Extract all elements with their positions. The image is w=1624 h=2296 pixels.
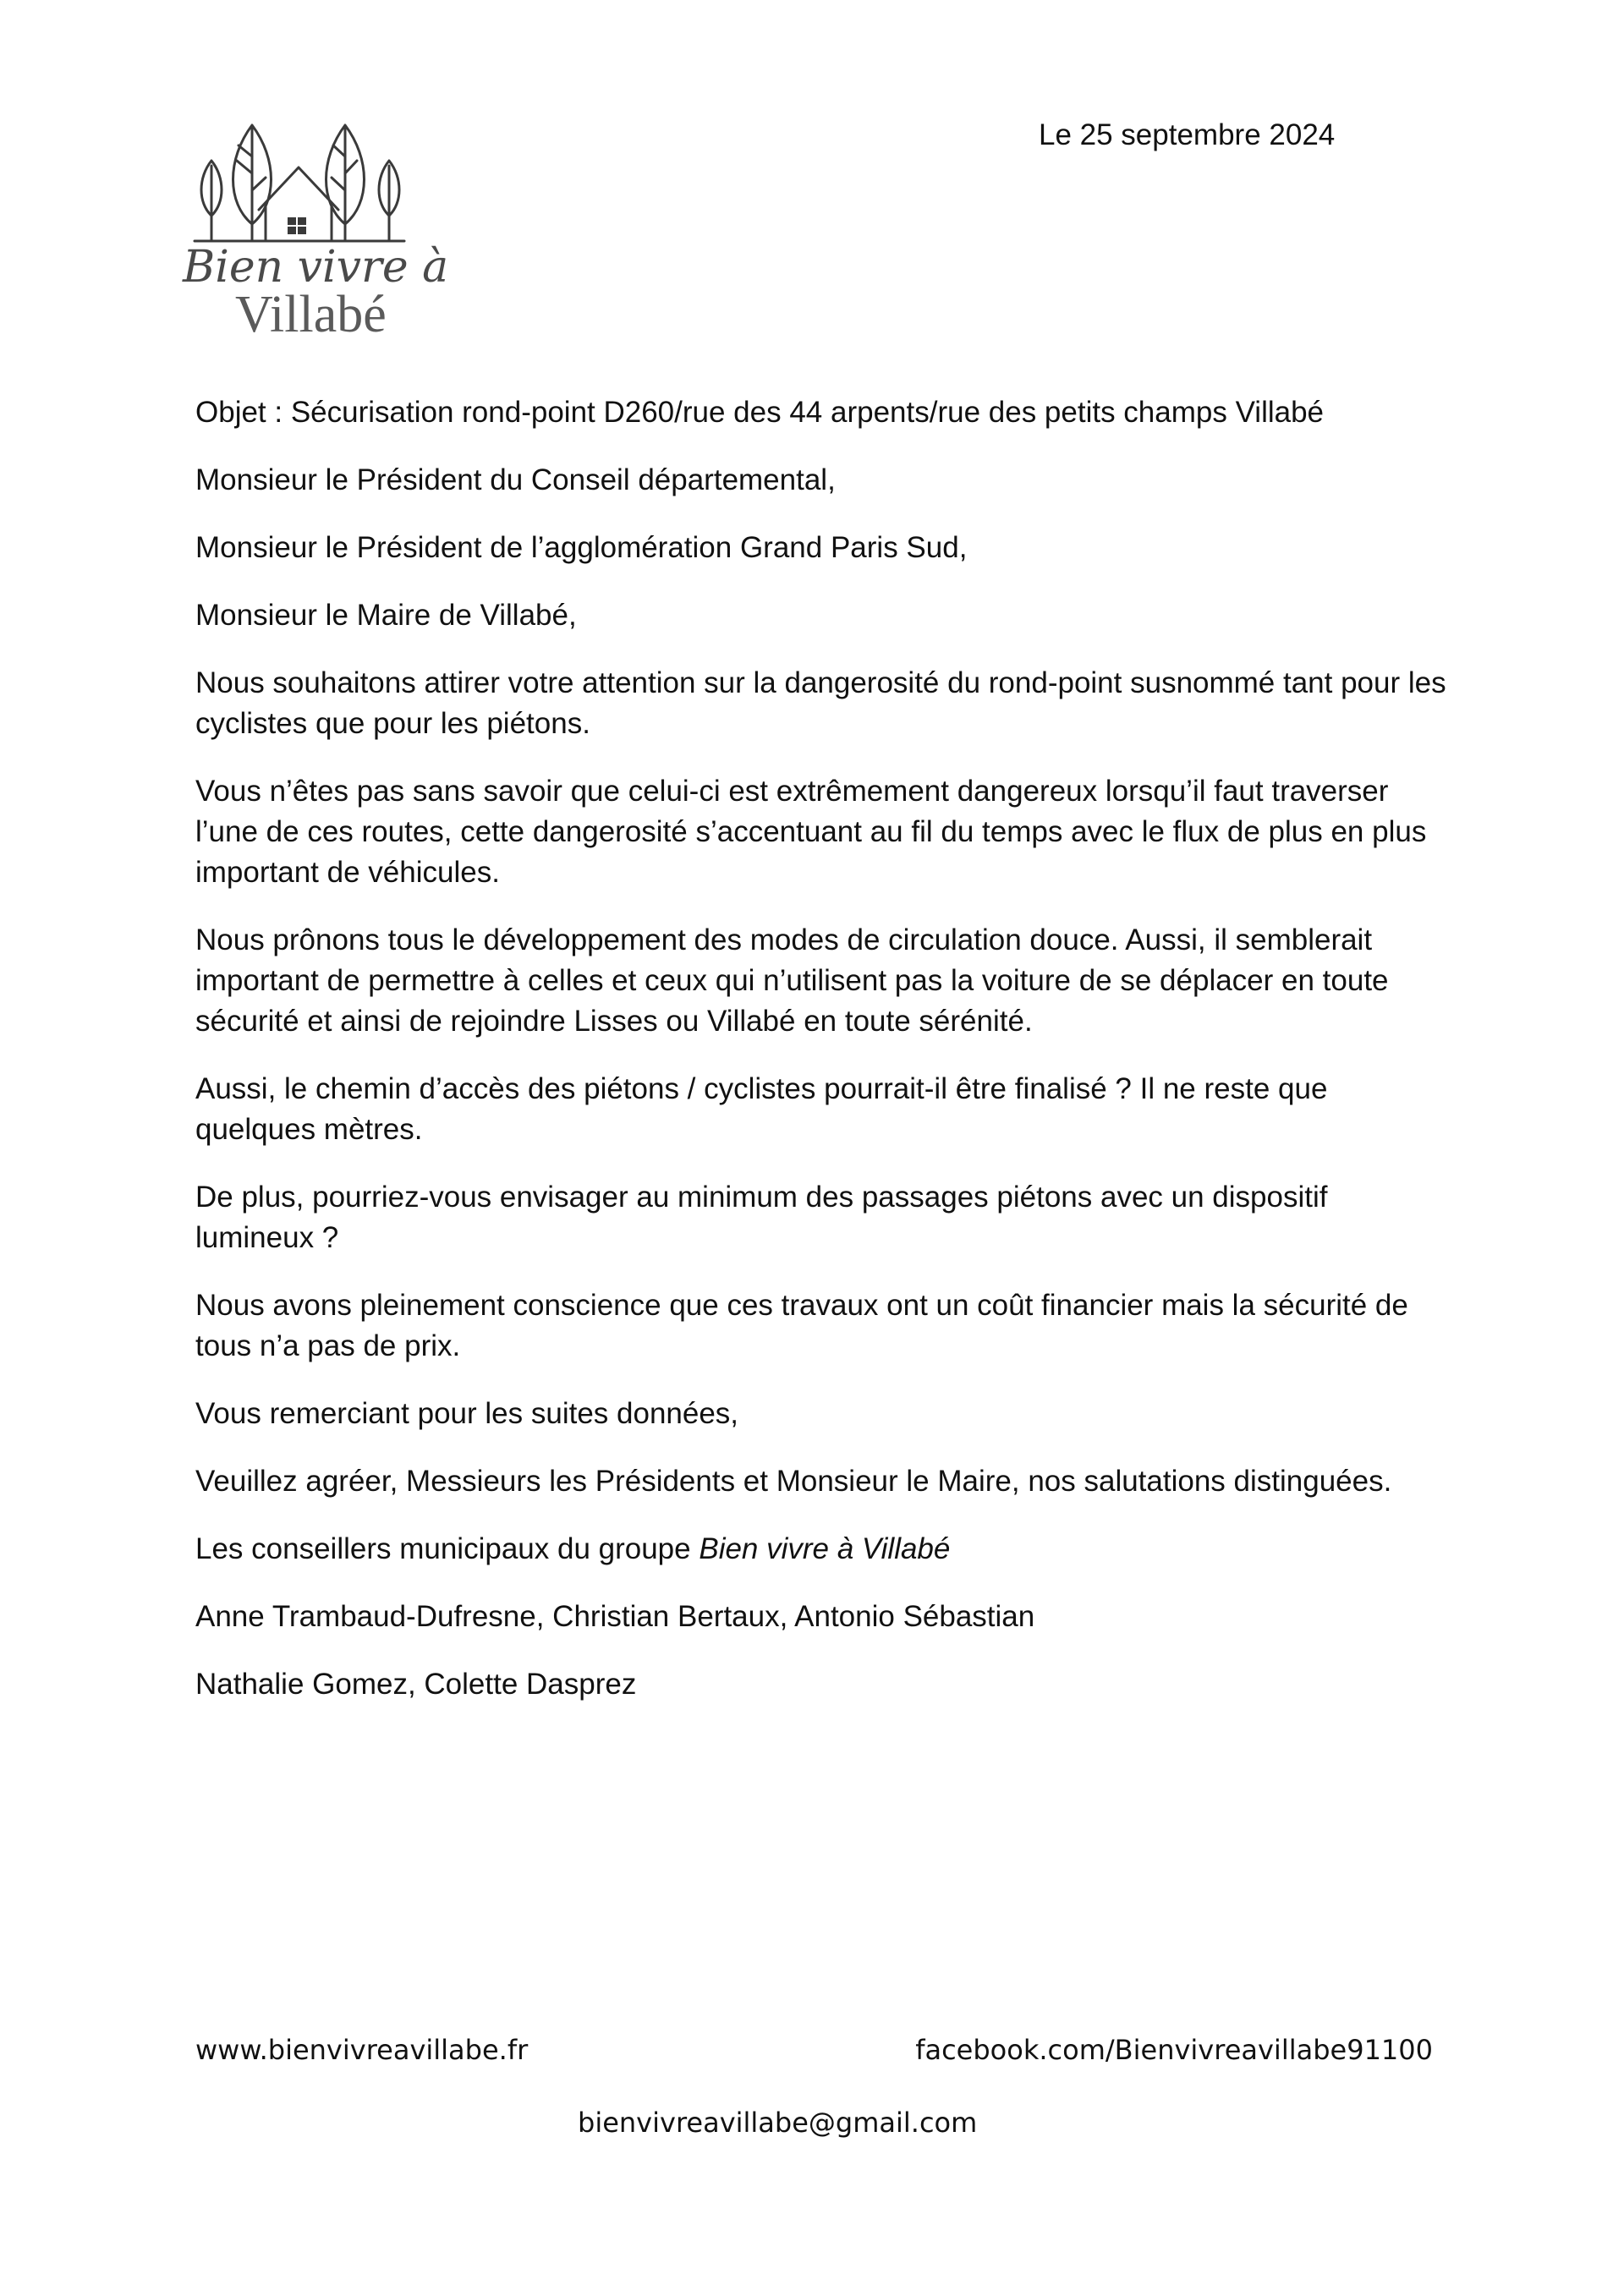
trees-house-icon xyxy=(178,110,457,347)
letter-body xyxy=(195,392,1447,1732)
signature-line xyxy=(195,1529,1447,1570)
signatories-line: Nathalie Gomez, Colette Dasprez xyxy=(195,1668,637,1701)
closing-thanks: Vous remerciant pour les suites données, xyxy=(195,1397,739,1430)
signatories-line: Anne Trambaud-Dufresne, Christian Bertaux, Antonio Sébastian xyxy=(195,1600,1035,1633)
paragraph: Nous avons pleinement conscience que ces travaux ont un coût financier mais la sécurité de tous n’a pas de prix. xyxy=(195,1289,1408,1362)
logo-script-text: Bien vivre à xyxy=(183,242,449,293)
salutation: Monsieur le Président de l’agglomération Grand Paris Sud, xyxy=(195,531,968,564)
salutation: Monsieur le Maire de Villabé, xyxy=(195,599,577,632)
signature-prefix: Les conseillers municipaux du groupe xyxy=(195,1532,700,1565)
footer-website-link[interactable]: www.bienvivreavillabe.fr xyxy=(195,2034,529,2066)
paragraph: De plus, pourriez-vous envisager au minimum des passages piétons avec un dispositif lumineux ? xyxy=(195,1181,1328,1254)
letter-subject: Objet : Sécurisation rond-point D260/rue des 44 arpents/rue des petits champs Villabé xyxy=(195,396,1325,429)
closing-formula: Veuillez agréer, Messieurs les Présidents et Monsieur le Maire, nos salutations distinguées. xyxy=(195,1465,1392,1498)
paragraph: Nous prônons tous le développement des modes de circulation douce. Aussi, il semblerait important de permettre à celles et ceux qui n’utilisent pas la voiture de se déplacer en toute sécurité et ainsi de rejoindre Lisses ou Villabé en toute sérénité. xyxy=(195,923,1389,1038)
logo xyxy=(178,110,457,347)
logo-title-text: Villabé xyxy=(235,286,387,343)
signature-group: Bien vivre à Villabé xyxy=(699,1532,951,1565)
letter-date: Le 25 septembre 2024 xyxy=(1039,118,1336,151)
footer-facebook-link[interactable]: facebook.com/Bienvivreavillabe91100 xyxy=(915,2034,1433,2066)
paragraph: Vous n’êtes pas sans savoir que celui-ci est extrêmement dangereux lorsqu’il faut traverser l’une de ces routes, cette dangerosité s’accentuant au fil du temps avec le flux de plus en plus important de véhicules. xyxy=(195,775,1427,889)
paragraph: Nous souhaitons attirer votre attention sur la dangerosité du rond-point susnommé tant pour les cyclistes que pour les piétons. xyxy=(195,666,1446,740)
footer-email-link[interactable]: bienvivreavillabe@gmail.com xyxy=(578,2107,978,2139)
paragraph: Aussi, le chemin d’accès des piétons / cyclistes pourrait-il être finalisé ? Il ne reste que quelques mètres. xyxy=(195,1072,1328,1146)
salutation: Monsieur le Président du Conseil départemental, xyxy=(195,463,836,496)
